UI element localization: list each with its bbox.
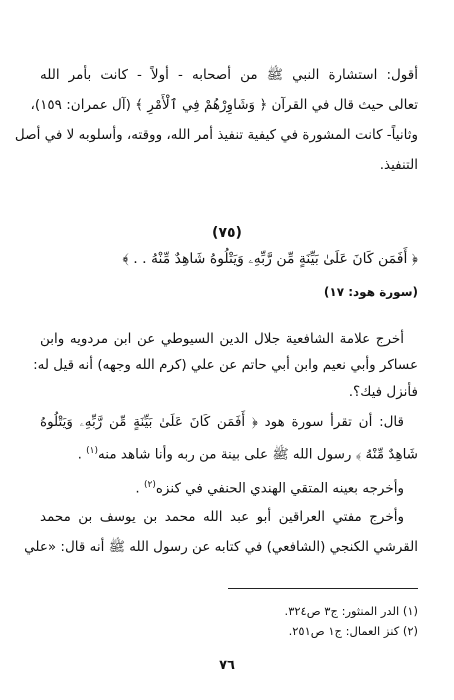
body-line: القرشي الكنجي (الشافعي) في كتابه عن رسول الله ﷺ أنه قال: «علي bbox=[24, 539, 418, 555]
quran-verse: ﴿ أَفَمَن كَانَ عَلَىٰ بَيِّنَةٍ مِّن رَّبِّهِۦ وَيَتْلُوهُ شَاهِدٌ مِّنْهُ . . ﴾ bbox=[122, 251, 418, 267]
body-line: التنفيذ. bbox=[379, 157, 418, 173]
footnote: (٢) كنز العمال: ج١ ص٢٥١. bbox=[288, 624, 418, 638]
footnote-divider bbox=[228, 588, 418, 589]
body-line: قال: أن تقرأ سورة هود ﴿ أَفَمَن كَانَ عَلَىٰ بَيِّنَةٍ مِّن رَّبِّهِۦ وَيَتْلُوهُ bbox=[40, 414, 404, 430]
verse-source: (سورة هود: ١٧) bbox=[323, 285, 418, 299]
body-line: وأخرج مفتي العراقين أبو عبد الله محمد بن يوسف بن محمد bbox=[40, 509, 404, 525]
footnote-marker: (٢) bbox=[143, 480, 156, 490]
body-line: عساكر وأبي نعيم وابن أبي حاتم عن علي (كرم الله وجهه) أنه قيل له: bbox=[33, 357, 418, 373]
body-line-with-footnote: وأخرجه بعينه المتقي الهندي الحنفي في كنزه$^{(٢)}$ . bbox=[135, 480, 404, 497]
body-line: أقول: استشارة النبي ﷺ من أصحابه - أولاً - كانت بأمر الله bbox=[40, 67, 418, 83]
entry-number: (٧٥) bbox=[212, 225, 242, 241]
body-text: وأخرجه بعينه المتقي الهندي الحنفي في كنزه bbox=[155, 480, 404, 497]
body-line: تعالى حيث قال في القرآن ﴿ وَشَاوِرْهُمْ فِي ٱلْأَمْرِ ﴾ (آل عمران: ١٥٩)، bbox=[30, 97, 418, 113]
body-line-with-footnote: شَاهِدٌ مِّنْهُ ﴾ رسول الله ﷺ على بينة من ربه وأنا شاهد منه$^{(١)}$ . bbox=[77, 446, 418, 463]
body-line: وثانياً- كانت المشورة في كيفية تنفيذ أمر الله، ووقته، وأسلوبه لا في أصل bbox=[14, 127, 418, 143]
footnote-marker: (١) bbox=[86, 446, 99, 456]
body-line: أخرج علامة الشافعية جلال الدين السيوطي عن ابن مردويه وابن bbox=[40, 331, 404, 347]
body-text: شَاهِدٌ مِّنْهُ ﴾ رسول الله ﷺ على بينة من ربه وأنا شاهد منه bbox=[98, 446, 418, 463]
page-number: ٧٦ bbox=[219, 658, 235, 673]
footnote: (١) الدر المنثور: ج٣ ص٣٢٤. bbox=[284, 604, 418, 618]
body-line: فأنزل فيك؟. bbox=[348, 384, 418, 400]
